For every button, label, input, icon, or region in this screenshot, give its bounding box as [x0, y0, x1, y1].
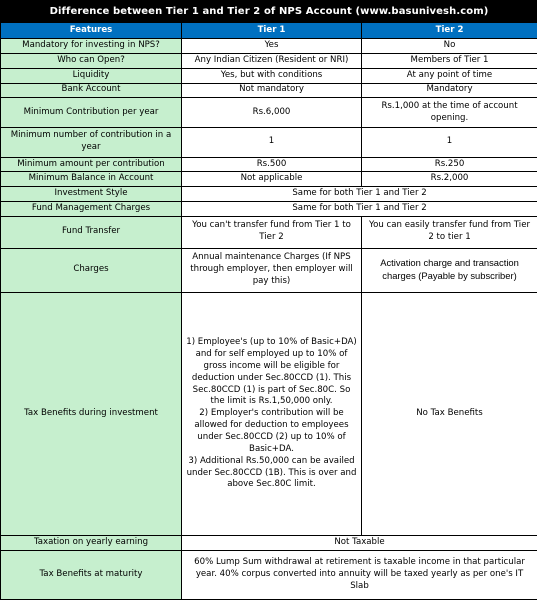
table-row [1, 157, 537, 172]
table-row [1, 172, 537, 187]
cell-tier1-charges: Annual maintenance Charges (If NPS through employer, then employer will pay this) [182, 248, 362, 292]
table-row [1, 551, 537, 600]
cell-both-taxation-yearly: Not Taxable [182, 536, 537, 551]
cell-tier1-liquidity: Yes, but with conditions [182, 68, 362, 83]
row-label-who: Who can Open? [1, 53, 182, 68]
tax-benefit-point-2: 2) Employer's contribution will be allowed for deduction to employees under Sec.80CCD (2) up to 10% of Basic+DA. [194, 408, 349, 454]
cell-tier1-min-contribution: Rs.6,000 [182, 98, 362, 128]
table-row [1, 187, 537, 202]
cell-tier1-mandatory: Yes [182, 39, 362, 54]
row-label-min-balance: Minimum Balance in Account [1, 172, 182, 187]
cell-tier2-min-number: 1 [362, 127, 537, 157]
table-row [1, 293, 537, 536]
row-label-min-contribution: Minimum Contribution per year [1, 98, 182, 128]
tax-benefit-point-1: 1) Employee's (up to 10% of Basic+DA) and for self employed up to 10% of gross income will be eligible for deduction under Sec.80CCD (1). This Sec.80CCD (1) is part of Sec.80C. So the limit is Rs.1,50,000 only. [186, 337, 357, 407]
cell-tier2-min-balance: Rs.2,000 [362, 172, 537, 187]
table-row [1, 536, 537, 551]
row-label-fund-mgmt: Fund Management Charges [1, 202, 182, 217]
cell-tier2-min-contribution: Rs.1,000 at the time of account opening. [362, 98, 537, 128]
cell-tier1-min-amount: Rs.500 [182, 157, 362, 172]
cell-tier1-tax-investment [182, 293, 362, 536]
table-title: Difference between Tier 1 and Tier 2 of NPS Account (www.basunivesh.com) [1, 1, 537, 23]
row-label-liquidity: Liquidity [1, 68, 182, 83]
tax-benefit-point-3: 3) Additional Rs.50,000 can be availed under Sec.80CCD (1B). This is over and above Sec.80C limit. [186, 455, 357, 490]
row-label-min-amount: Minimum amount per contribution [1, 157, 182, 172]
table-row [1, 68, 537, 83]
row-label-bank: Bank Account [1, 83, 182, 98]
table-row [1, 216, 537, 248]
row-label-mandatory: Mandatory for investing in NPS? [1, 39, 182, 54]
cell-tier2-min-amount: Rs.250 [362, 157, 537, 172]
cell-tier2-mandatory: No [362, 39, 537, 54]
table-row [1, 127, 537, 157]
cell-tier1-min-balance: Not applicable [182, 172, 362, 187]
cell-tier2-charges: Activation charge and transaction charges (Payable by subscriber) [362, 248, 537, 292]
header-row [1, 23, 537, 39]
header-features: Features [1, 23, 182, 39]
row-label-tax-investment: Tax Benefits during investment [1, 293, 182, 536]
row-label-investment-style: Investment Style [1, 187, 182, 202]
row-label-min-number: Minimum number of contribution in a year [1, 127, 182, 157]
row-label-charges: Charges [1, 248, 182, 292]
cell-both-investment-style: Same for both Tier 1 and Tier 2 [182, 187, 537, 202]
cell-tier2-fund-transfer: You can easily transfer fund from Tier 2 to tier 1 [362, 216, 537, 248]
cell-tier2-liquidity: At any point of time [362, 68, 537, 83]
cell-tier1-bank: Not mandatory [182, 83, 362, 98]
table-row [1, 53, 537, 68]
cell-tier2-who: Members of Tier 1 [362, 53, 537, 68]
cell-both-tax-maturity: 60% Lump Sum withdrawal at retirement is taxable income in that particular year. 40% corpus converted into annuity will be taxed yearly as per one's IT Slab [182, 551, 537, 600]
table-row [1, 202, 537, 217]
title-row [1, 1, 537, 23]
row-label-tax-maturity: Tax Benefits at maturity [1, 551, 182, 600]
cell-tier2-bank: Mandatory [362, 83, 537, 98]
table-row [1, 248, 537, 292]
header-tier2: Tier 2 [362, 23, 537, 39]
cell-tier1-who: Any Indian Citizen (Resident or NRI) [182, 53, 362, 68]
table-row [1, 98, 537, 128]
cell-tier1-fund-transfer: You can't transfer fund from Tier 1 to Tier 2 [182, 216, 362, 248]
cell-tier1-min-number: 1 [182, 127, 362, 157]
cell-both-fund-mgmt: Same for both Tier 1 and Tier 2 [182, 202, 537, 217]
cell-tier2-tax-investment: No Tax Benefits [362, 293, 537, 536]
table-row [1, 83, 537, 98]
table-row [1, 39, 537, 54]
header-tier1: Tier 1 [182, 23, 362, 39]
row-label-taxation-yearly: Taxation on yearly earning [1, 536, 182, 551]
row-label-fund-transfer: Fund Transfer [1, 216, 182, 248]
